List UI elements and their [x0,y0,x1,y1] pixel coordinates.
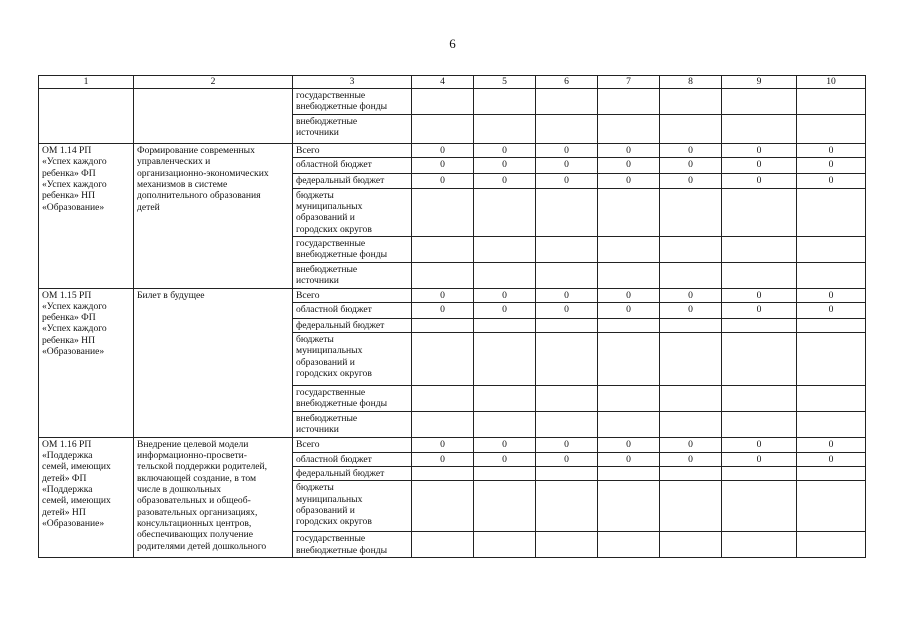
value-cell: 0 [474,174,536,188]
table-row [39,144,866,158]
value-cell [474,467,536,481]
value-cell: 0 [797,452,866,466]
value-cell [598,386,660,412]
value-cell: 0 [536,144,598,158]
measure-code-cell [39,89,134,144]
value-cell [660,262,722,288]
value-cell [598,467,660,481]
value-cell: 0 [412,288,474,302]
value-cell [598,188,660,236]
value-cell [722,467,797,481]
value-cell [722,532,797,558]
value-cell: 0 [536,437,598,452]
value-cell: 0 [722,302,797,318]
column-header: 1 [39,76,134,89]
value-cell [722,115,797,144]
column-header: 4 [412,76,474,89]
value-cell [660,115,722,144]
value-cell: 0 [722,452,797,466]
value-cell [474,89,536,115]
funding-source-cell: Всего [293,437,412,452]
value-cell: 0 [474,144,536,158]
value-cell [412,411,474,437]
value-cell: 0 [536,158,598,174]
funding-source-cell: внебюджетные источники [293,115,412,144]
value-cell: 0 [722,437,797,452]
value-cell: 0 [797,288,866,302]
funding-source-cell: Всего [293,144,412,158]
funding-source-cell: государственные внебюджетные фонды [293,386,412,412]
value-cell [722,318,797,332]
value-cell [598,532,660,558]
value-cell [536,333,598,386]
value-cell [412,188,474,236]
value-cell [412,318,474,332]
value-cell [660,411,722,437]
value-cell: 0 [598,174,660,188]
column-header: 8 [660,76,722,89]
funding-source-cell: федеральный бюджет [293,467,412,481]
funding-source-cell: областной бюджет [293,452,412,466]
value-cell [660,467,722,481]
table-row [39,288,866,302]
funding-source-cell: государственные внебюджетные фонды [293,89,412,115]
value-cell [598,333,660,386]
value-cell: 0 [598,158,660,174]
funding-source-cell: федеральный бюджет [293,174,412,188]
value-cell [412,467,474,481]
value-cell [660,236,722,262]
value-cell [797,532,866,558]
value-cell [412,386,474,412]
value-cell: 0 [722,174,797,188]
value-cell [598,262,660,288]
value-cell [474,318,536,332]
value-cell [797,236,866,262]
value-cell [536,481,598,532]
measure-code-cell: ОМ 1.15 РП «Успех каждого ребенка» ФП «Успех каждого ребенка» НП «Образование» [39,288,134,437]
value-cell [797,318,866,332]
value-cell [660,89,722,115]
value-cell [722,333,797,386]
value-cell: 0 [722,288,797,302]
value-cell [797,115,866,144]
value-cell: 0 [412,437,474,452]
column-header: 5 [474,76,536,89]
funding-source-cell: бюджеты муниципальных образований и городских округов [293,481,412,532]
value-cell: 0 [660,158,722,174]
measure-name-cell: Билет в будущее [134,288,293,437]
value-cell: 0 [797,302,866,318]
value-cell [474,262,536,288]
column-header: 7 [598,76,660,89]
table-row [39,437,866,452]
column-header: 6 [536,76,598,89]
header-row [39,76,866,89]
value-cell: 0 [412,452,474,466]
value-cell [412,481,474,532]
measure-code-cell: ОМ 1.16 РП «Поддержка семей, имеющих детей» ФП «Поддержка семей, имеющих детей» НП «Образование» [39,437,134,557]
value-cell [412,89,474,115]
value-cell [660,481,722,532]
value-cell [598,236,660,262]
funding-source-cell: федеральный бюджет [293,318,412,332]
value-cell [474,115,536,144]
value-cell [660,532,722,558]
value-cell: 0 [474,288,536,302]
value-cell: 0 [474,437,536,452]
value-cell: 0 [598,302,660,318]
value-cell: 0 [797,144,866,158]
value-cell: 0 [536,288,598,302]
funding-source-cell: областной бюджет [293,302,412,318]
value-cell [474,386,536,412]
value-cell [797,411,866,437]
value-cell [722,481,797,532]
value-cell: 0 [536,174,598,188]
value-cell [797,89,866,115]
value-cell [797,333,866,386]
value-cell [797,467,866,481]
funding-source-cell: Всего [293,288,412,302]
table-row [39,89,866,115]
value-cell [474,532,536,558]
value-cell [660,333,722,386]
value-cell [536,467,598,481]
value-cell: 0 [598,144,660,158]
value-cell [598,411,660,437]
value-cell [598,481,660,532]
page-number: 6 [449,36,456,51]
funding-source-cell: государственные внебюджетные фонды [293,236,412,262]
funding-source-cell: бюджеты муниципальных образований и городских округов [293,188,412,236]
value-cell: 0 [598,452,660,466]
funding-source-cell: внебюджетные источники [293,411,412,437]
value-cell [598,115,660,144]
value-cell [474,188,536,236]
value-cell: 0 [412,302,474,318]
value-cell: 0 [660,288,722,302]
measure-name-cell: Внедрение целевой модели информационно-просвети- тельской поддержки родителей, включающей создание, в том числе в дошкольных образовательных и общеоб- разовательных организациях, консультационных центров, обеспечивающих получение родителями детей дошкольного [134,437,293,557]
value-cell [797,188,866,236]
value-cell [412,333,474,386]
value-cell [660,318,722,332]
column-header: 9 [722,76,797,89]
value-cell: 0 [598,288,660,302]
value-cell [474,411,536,437]
value-cell [474,333,536,386]
value-cell: 0 [797,437,866,452]
value-cell [722,89,797,115]
value-cell: 0 [722,158,797,174]
value-cell [412,115,474,144]
value-cell [722,188,797,236]
column-header: 3 [293,76,412,89]
value-cell [722,236,797,262]
value-cell [536,236,598,262]
value-cell [412,262,474,288]
value-cell [660,188,722,236]
value-cell: 0 [412,158,474,174]
measure-name-cell: Формирование современных управленческих и организационно-экономических механизмов в системе дополнительного образования детей [134,144,293,289]
measure-code-cell: ОМ 1.14 РП «Успех каждого ребенка» ФП «Успех каждого ребенка» НП «Образование» [39,144,134,289]
funding-source-cell: государственные внебюджетные фонды [293,532,412,558]
value-cell: 0 [536,452,598,466]
value-cell [722,262,797,288]
value-cell [722,386,797,412]
value-cell [797,386,866,412]
value-cell [536,386,598,412]
value-cell: 0 [474,302,536,318]
value-cell [797,481,866,532]
value-cell: 0 [412,174,474,188]
value-cell: 0 [660,437,722,452]
value-cell [797,262,866,288]
value-cell: 0 [660,144,722,158]
value-cell [536,89,598,115]
value-cell: 0 [660,452,722,466]
funding-source-cell: бюджеты муниципальных образований и городских округов [293,333,412,386]
value-cell: 0 [474,158,536,174]
value-cell [536,115,598,144]
value-cell: 0 [797,174,866,188]
value-cell [474,236,536,262]
value-cell [536,411,598,437]
value-cell [598,89,660,115]
value-cell: 0 [660,174,722,188]
value-cell [722,411,797,437]
value-cell: 0 [598,437,660,452]
column-header: 10 [797,76,866,89]
column-header: 2 [134,76,293,89]
value-cell [598,318,660,332]
value-cell: 0 [722,144,797,158]
value-cell [412,236,474,262]
value-cell [474,481,536,532]
value-cell: 0 [797,158,866,174]
funding-source-cell: внебюджетные источники [293,262,412,288]
measure-name-cell [134,89,293,144]
value-cell [536,188,598,236]
value-cell [536,532,598,558]
value-cell: 0 [412,144,474,158]
value-cell: 0 [660,302,722,318]
funding-source-cell: областной бюджет [293,158,412,174]
value-cell [660,386,722,412]
value-cell [536,318,598,332]
budget-table [38,75,866,558]
value-cell: 0 [474,452,536,466]
value-cell [536,262,598,288]
value-cell [412,532,474,558]
value-cell: 0 [536,302,598,318]
